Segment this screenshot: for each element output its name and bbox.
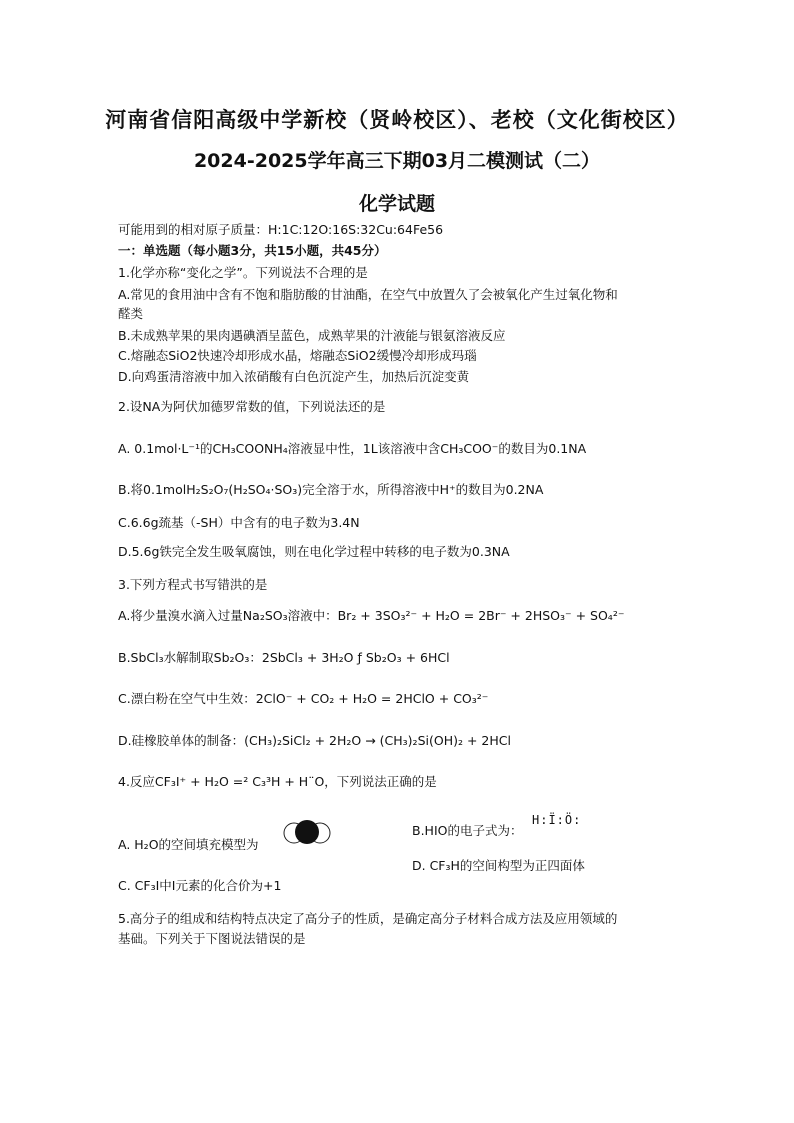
q4-option-c: C. CF₃I中I元素的化合价为+1 xyxy=(118,878,282,893)
q2-option-d: D.5.6g铁完全发生吸氧腐蚀，则在电化学过程中转移的电子数为0.3NA xyxy=(118,544,510,559)
q2-stem: 2.设NA为阿伏加德罗常数的值，下列说法还的是 xyxy=(118,399,386,414)
q1-option-a-cont: 醛类 xyxy=(118,306,144,321)
q3-option-d: D.硅橡胶单体的制备：(CH₃)₂SiCl₂ + 2H₂O → (CH₃)₂Si(OH)₂ + 2HCl xyxy=(118,733,511,748)
q3-option-b: B.SbCl₃水解制取Sb₂O₃：2SbCl₃ + 3H₂O ƒ Sb₂O₃ + 6HCl xyxy=(118,650,450,665)
q5-stem-cont: 基础。下列关于下图说法错误的是 xyxy=(118,931,306,946)
q4-option-d: D. CF₃H的空间构型为正四面体 xyxy=(412,858,585,873)
school-title: 河南省信阳高级中学新校（贤岭校区）、老校（文化街校区） xyxy=(105,108,689,132)
water-space-filling-model-icon xyxy=(282,820,332,846)
q2-option-a: A. 0.1mol·L⁻¹的CH₃COONH₄溶液显中性，1L该溶液中含CH₃COO⁻的数目为0.1NA xyxy=(118,441,587,456)
q1-option-c: C.熔融态SiO2快速冷却形成水晶，熔融态SiO2缓慢冷却形成玛瑙 xyxy=(118,348,477,363)
exam-title: 2024-2025学年高三下期03月二模测试（二） xyxy=(193,150,601,172)
q1-option-b: B.未成熟苹果的果肉遇碘酒呈蓝色，成熟苹果的汁液能与银氨溶液反应 xyxy=(118,328,506,343)
section-heading: 一：单选题（每小题3分，共15小题，共45分） xyxy=(118,243,387,258)
atomic-masses: 可能用到的相对原子质量：H:1C:12O:16S:32Cu:64Fe56 xyxy=(118,222,444,237)
subject-title: 化学试题 xyxy=(358,193,435,215)
q1-option-d: D.向鸡蛋清溶液中加入浓硝酸有白色沉淀产生，加热后沉淀变黄 xyxy=(118,369,470,384)
q3-option-a: A.将少量溴水滴入过量Na₂SO₃溶液中：Br₂ + 3SO₃²⁻ + H₂O = 2Br⁻ + 2HSO₃⁻ + SO₄²⁻ xyxy=(118,608,625,623)
q4-option-a: A. H₂O的空间填充模型为 xyxy=(118,837,259,852)
q2-option-b: B.将0.1molH₂S₂O₇(H₂SO₄·SO₃)完全溶于水，所得溶液中H⁺的数目为0.2NA xyxy=(118,482,544,497)
q4-stem: 4.反应CF₃I⁺ + H₂O =² C₃³H + H¨O，下列说法正确的是 xyxy=(118,774,437,789)
q3-option-c: C.漂白粉在空气中生效：2ClO⁻ + CO₂ + H₂O = 2HClO + CO₃²⁻ xyxy=(118,691,489,706)
q1-stem: 1.化学亦称“变化之学”。下列说法不合理的是 xyxy=(118,265,368,280)
q3-stem: 3.下列方程式书写错洪的是 xyxy=(118,577,268,592)
q5-stem: 5.高分子的组成和结构特点决定了高分子的性质，是确定高分子材料合成方法及应用领域的 xyxy=(118,911,618,926)
q4-option-b: B.HIO的电子式为： xyxy=(412,823,523,838)
q1-option-a: A.常见的食用油中含有不饱和脂肪酸的甘油酯，在空气中放置久了会被氧化产生过氧化物和 xyxy=(118,287,618,302)
q2-option-c: C.6.6g巯基（-SH）中含有的电子数为3.4N xyxy=(118,515,360,530)
hio-electron-formula: H:Ï:Ö: xyxy=(532,813,582,827)
